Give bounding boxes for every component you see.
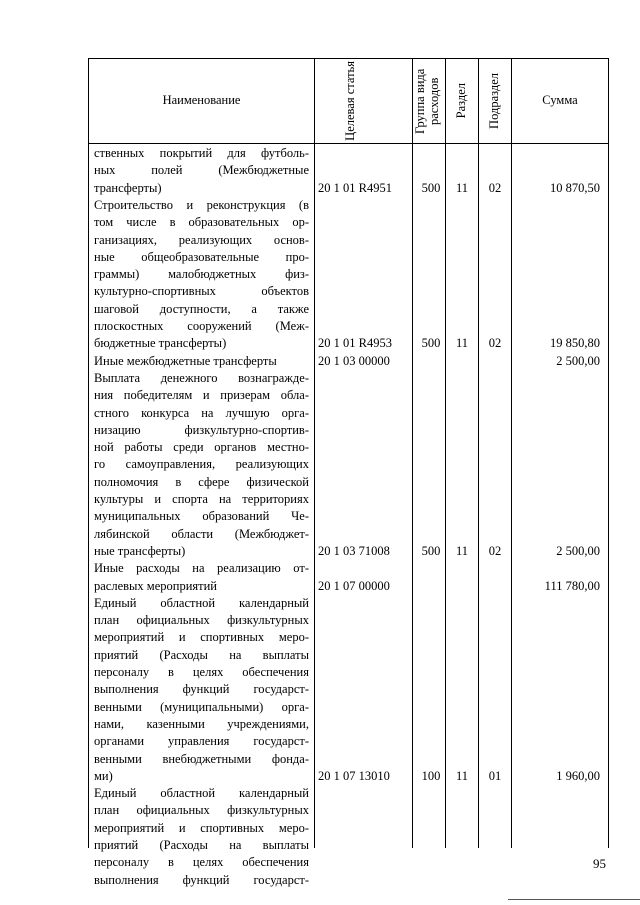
row-code: 20 1 03 71008 <box>318 543 390 558</box>
name-line: культурно-спортивных объектов <box>94 284 309 299</box>
row-section: 11 <box>455 768 469 783</box>
name-line: приятий (Расходы на выплаты <box>94 647 309 662</box>
page-number: 95 <box>593 856 606 871</box>
name-line: ных полей (Межбюджетные <box>94 163 309 178</box>
name-line: культуры и спорта на территориях <box>94 492 309 506</box>
name-line: Выплата денежного вознагражде- <box>94 370 309 385</box>
header-sum-label: Сумма <box>542 93 578 108</box>
header-group-label: Группа вида расходов <box>413 68 441 134</box>
name-line: персоналу в целях обеспечения <box>94 665 309 679</box>
name-line: Иные межбюджетные трансферты <box>94 353 277 368</box>
name-line: нами, казенными учреждениями, <box>94 716 309 731</box>
name-line: стного конкурса на лучшую орга- <box>94 405 309 420</box>
name-line: трансферты) <box>94 180 162 195</box>
name-line: Строительство и реконструкция (в <box>94 197 309 212</box>
name-line: том числе в образовательных ор- <box>94 215 309 230</box>
header-sum <box>512 59 608 143</box>
header-group <box>413 59 445 143</box>
row-group: 500 <box>421 180 441 195</box>
name-line: бюджетные трансферты) <box>94 336 227 351</box>
name-line: полномочия в сфере физической <box>94 474 309 489</box>
name-line: шаговой доступности, а также <box>94 301 309 316</box>
row-code: 20 1 07 00000 <box>318 578 390 593</box>
name-line: приятий (Расходы на выплаты <box>94 838 309 852</box>
name-line: раслевых мероприятий <box>94 578 217 593</box>
name-line: Единый областной календарный <box>94 786 309 801</box>
name-line: низацию физкультурно-спортив- <box>94 422 309 437</box>
row-subsection: 02 <box>488 180 502 195</box>
table-body <box>89 144 608 887</box>
name-line: венными внебюджетными фонда- <box>94 751 309 766</box>
name-line: ния победителям и призерам обла- <box>94 388 309 403</box>
row-code: 20 1 03 00000 <box>318 353 390 368</box>
row-section: 11 <box>455 336 469 351</box>
header-code-label: Целевая статья <box>342 61 357 141</box>
name-line: мероприятий и спортивных меро- <box>94 820 309 835</box>
row-sum: 2 500,00 <box>556 353 600 368</box>
row-sum: 1 960,00 <box>556 768 600 783</box>
name-line: Иные расходы на реализацию от- <box>94 561 309 576</box>
row-group: 500 <box>421 543 441 558</box>
footer-line <box>508 899 640 900</box>
row-subsection: 01 <box>488 768 502 783</box>
row-code: 20 1 01 R4951 <box>318 180 392 195</box>
row-sum: 111 780,00 <box>544 578 600 593</box>
row-sum: 19 850,80 <box>550 336 600 351</box>
name-line: персоналу в целях обеспечения <box>94 855 309 870</box>
name-line: мероприятий и спортивных меро- <box>94 630 309 645</box>
row-code: 20 1 07 13010 <box>318 768 390 783</box>
row-group: 500 <box>421 336 441 351</box>
name-line: выполнения функций государст- <box>94 682 309 697</box>
row-sum: 2 500,00 <box>556 543 600 558</box>
name-line: органами управления государст- <box>94 734 309 749</box>
name-line: ные трансферты) <box>94 543 186 558</box>
name-line: венными (муниципальными) орга- <box>94 699 309 714</box>
row-subsection: 02 <box>488 543 502 558</box>
name-line: ные общеобразовательные про- <box>94 249 309 264</box>
name-line: ной работы среди органов местно- <box>94 440 309 455</box>
row-section: 11 <box>455 543 469 558</box>
header-section <box>446 59 478 143</box>
name-line: граммы) малобюджетных физ- <box>94 267 309 282</box>
name-line: лябинской области (Межбюджет- <box>94 526 309 541</box>
header-code <box>315 59 412 143</box>
row-code: 20 1 01 R4953 <box>318 336 392 351</box>
row-sum: 10 870,50 <box>550 180 600 195</box>
name-line: ми) <box>94 768 113 783</box>
name-line: план официальных физкультурных <box>94 803 309 818</box>
header-section-label: Раздел <box>454 83 469 119</box>
row-subsection: 02 <box>488 336 502 351</box>
header-name <box>89 59 314 143</box>
header-subsection-label: Подраздел <box>487 73 502 129</box>
name-line: выполнения функций государст- <box>94 872 309 887</box>
header-name-label: Наименование <box>162 93 241 108</box>
header-subsection <box>479 59 511 143</box>
budget-table <box>88 58 609 887</box>
name-line: муниципальных образований Че- <box>94 509 309 524</box>
name-line: Единый областной календарный <box>94 595 309 610</box>
row-group: 100 <box>421 768 441 783</box>
name-line: плоскостных сооружений (Меж- <box>94 319 309 333</box>
row-section: 11 <box>455 180 469 195</box>
name-line: ганизациях, реализующих основ- <box>94 232 309 247</box>
name-line: го самоуправления, реализующих <box>94 457 309 472</box>
name-line: ственных покрытий для футболь- <box>94 146 309 160</box>
name-line: план официальных физкультурных <box>94 613 309 628</box>
